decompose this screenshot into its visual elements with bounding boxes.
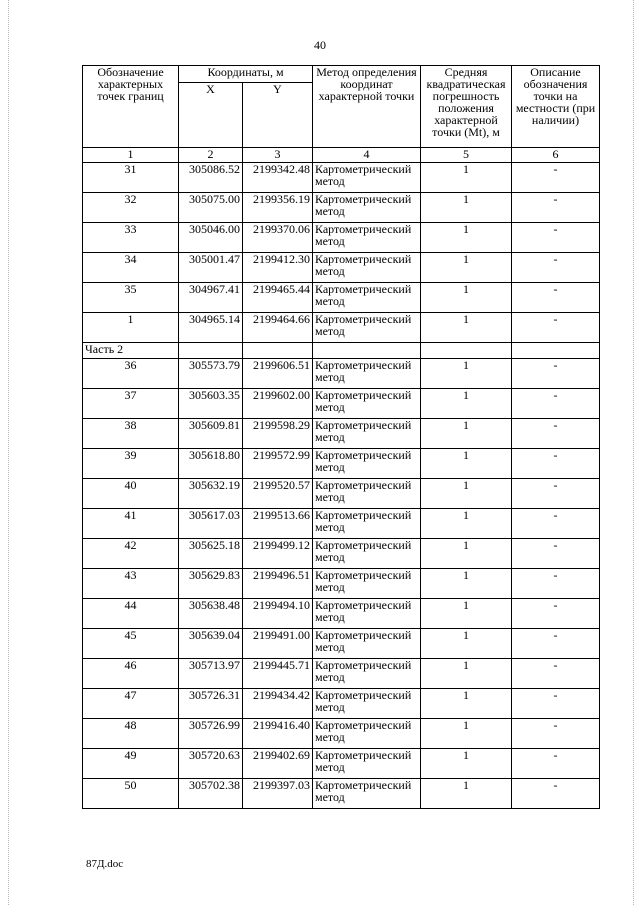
cell-x: 305046.00 xyxy=(179,223,243,253)
header-coords: Координаты, м xyxy=(179,66,313,83)
cell-x: 305609.81 xyxy=(179,419,243,449)
cell-error: 1 xyxy=(421,539,512,569)
header-row-top xyxy=(83,66,600,83)
cell-method: Картометрический метод xyxy=(313,659,421,689)
cell-method: Картометрический метод xyxy=(313,539,421,569)
cell-method: Картометрический метод xyxy=(313,629,421,659)
cell-y: 2199572.99 xyxy=(243,449,313,479)
cell-point: 39 xyxy=(83,449,179,479)
cell-error: 1 xyxy=(421,599,512,629)
cell-error: 1 xyxy=(421,359,512,389)
cell-description: - xyxy=(512,479,600,509)
empty-cell xyxy=(243,343,313,359)
cell-x: 305702.38 xyxy=(179,779,243,809)
cell-description: - xyxy=(512,419,600,449)
cell-y: 2199602.00 xyxy=(243,389,313,419)
header-description: Описание обозначения точки на местности (при наличии) xyxy=(512,66,600,148)
cell-x: 305075.00 xyxy=(179,193,243,223)
cell-error: 1 xyxy=(421,223,512,253)
cell-error: 1 xyxy=(421,509,512,539)
cell-error: 1 xyxy=(421,659,512,689)
cell-method: Картометрический метод xyxy=(313,223,421,253)
cell-y: 2199520.57 xyxy=(243,479,313,509)
header-error: Средняя квадратическая погрешность положения характерной точки (Mt), м xyxy=(421,66,512,148)
cell-description: - xyxy=(512,163,600,193)
header-x: X xyxy=(179,83,243,148)
cell-point: 49 xyxy=(83,749,179,779)
cell-description: - xyxy=(512,313,600,343)
cell-x: 305726.99 xyxy=(179,719,243,749)
cell-point: 48 xyxy=(83,719,179,749)
cell-point: 36 xyxy=(83,359,179,389)
header-y: Y xyxy=(243,83,313,148)
table-row xyxy=(83,449,600,479)
page-number: 40 xyxy=(314,38,326,52)
cell-description: - xyxy=(512,283,600,313)
cell-method: Картометрический метод xyxy=(313,163,421,193)
cell-x: 305632.19 xyxy=(179,479,243,509)
table-row xyxy=(83,419,600,449)
part-separator-row xyxy=(83,343,600,359)
cell-point: 45 xyxy=(83,629,179,659)
cell-description: - xyxy=(512,193,600,223)
empty-cell xyxy=(421,343,512,359)
cell-error: 1 xyxy=(421,629,512,659)
column-number: 4 xyxy=(313,148,421,163)
cell-description: - xyxy=(512,359,600,389)
column-number: 2 xyxy=(179,148,243,163)
cell-point: 47 xyxy=(83,689,179,719)
cell-point: 32 xyxy=(83,193,179,223)
cell-y: 2199491.00 xyxy=(243,629,313,659)
cell-point: 42 xyxy=(83,539,179,569)
cell-y: 2199412.30 xyxy=(243,253,313,283)
cell-description: - xyxy=(512,569,600,599)
cell-y: 2199397.03 xyxy=(243,779,313,809)
cell-description: - xyxy=(512,629,600,659)
cell-description: - xyxy=(512,659,600,689)
cell-method: Картометрический метод xyxy=(313,749,421,779)
header-method: Метод определения координат характерной точки xyxy=(313,66,421,148)
cell-error: 1 xyxy=(421,313,512,343)
cell-point: 31 xyxy=(83,163,179,193)
table-row xyxy=(83,539,600,569)
cell-x: 305625.18 xyxy=(179,539,243,569)
cell-y: 2199342.48 xyxy=(243,163,313,193)
cell-x: 304965.14 xyxy=(179,313,243,343)
cell-method: Картометрический метод xyxy=(313,283,421,313)
cell-point: 35 xyxy=(83,283,179,313)
cell-x: 305638.48 xyxy=(179,599,243,629)
cell-description: - xyxy=(512,509,600,539)
coordinates-table xyxy=(82,65,600,809)
table-row xyxy=(83,719,600,749)
scan-edge-right xyxy=(633,0,634,905)
cell-y: 2199494.10 xyxy=(243,599,313,629)
cell-x: 305713.97 xyxy=(179,659,243,689)
cell-point: 38 xyxy=(83,419,179,449)
cell-method: Картометрический метод xyxy=(313,193,421,223)
cell-error: 1 xyxy=(421,779,512,809)
footer-filename: 87Д.doc xyxy=(86,858,124,870)
cell-x: 305086.52 xyxy=(179,163,243,193)
cell-description: - xyxy=(512,449,600,479)
table-row xyxy=(83,479,600,509)
cell-y: 2199356.19 xyxy=(243,193,313,223)
cell-point: 34 xyxy=(83,253,179,283)
cell-error: 1 xyxy=(421,193,512,223)
table-row xyxy=(83,193,600,223)
cell-y: 2199445.71 xyxy=(243,659,313,689)
empty-cell xyxy=(313,343,421,359)
cell-description: - xyxy=(512,223,600,253)
cell-x: 305617.03 xyxy=(179,509,243,539)
cell-description: - xyxy=(512,779,600,809)
cell-y: 2199416.40 xyxy=(243,719,313,749)
cell-error: 1 xyxy=(421,689,512,719)
cell-description: - xyxy=(512,689,600,719)
cell-point: 1 xyxy=(83,313,179,343)
table-row xyxy=(83,283,600,313)
table-row xyxy=(83,629,600,659)
cell-x: 305726.31 xyxy=(179,689,243,719)
cell-error: 1 xyxy=(421,253,512,283)
cell-description: - xyxy=(512,599,600,629)
cell-method: Картометрический метод xyxy=(313,599,421,629)
part-label: Часть 2 xyxy=(83,343,179,359)
cell-error: 1 xyxy=(421,389,512,419)
header-point: Обозначение характерных точек границ xyxy=(83,66,179,148)
cell-y: 2199598.29 xyxy=(243,419,313,449)
cell-method: Картометрический метод xyxy=(313,313,421,343)
cell-y: 2199370.06 xyxy=(243,223,313,253)
cell-method: Картометрический метод xyxy=(313,569,421,599)
scan-edge-left xyxy=(8,0,9,905)
cell-y: 2199499.12 xyxy=(243,539,313,569)
cell-method: Картометрический метод xyxy=(313,509,421,539)
cell-y: 2199464.66 xyxy=(243,313,313,343)
cell-point: 43 xyxy=(83,569,179,599)
cell-method: Картометрический метод xyxy=(313,449,421,479)
cell-error: 1 xyxy=(421,749,512,779)
cell-x: 305639.04 xyxy=(179,629,243,659)
cell-description: - xyxy=(512,389,600,419)
cell-error: 1 xyxy=(421,163,512,193)
column-number: 3 xyxy=(243,148,313,163)
column-number: 1 xyxy=(83,148,179,163)
cell-x: 305001.47 xyxy=(179,253,243,283)
table-row xyxy=(83,599,600,629)
cell-description: - xyxy=(512,253,600,283)
cell-x: 305720.63 xyxy=(179,749,243,779)
cell-method: Картометрический метод xyxy=(313,479,421,509)
cell-error: 1 xyxy=(421,283,512,313)
cell-error: 1 xyxy=(421,419,512,449)
cell-method: Картометрический метод xyxy=(313,253,421,283)
cell-y: 2199465.44 xyxy=(243,283,313,313)
cell-error: 1 xyxy=(421,719,512,749)
cell-method: Картометрический метод xyxy=(313,389,421,419)
cell-method: Картометрический метод xyxy=(313,779,421,809)
cell-error: 1 xyxy=(421,569,512,599)
cell-point: 37 xyxy=(83,389,179,419)
table-row xyxy=(83,223,600,253)
table-row xyxy=(83,359,600,389)
table-row xyxy=(83,313,600,343)
empty-cell xyxy=(179,343,243,359)
cell-y: 2199513.66 xyxy=(243,509,313,539)
table-row xyxy=(83,749,600,779)
table-row xyxy=(83,253,600,283)
cell-x: 305603.35 xyxy=(179,389,243,419)
table-row xyxy=(83,779,600,809)
cell-point: 46 xyxy=(83,659,179,689)
table-body xyxy=(83,66,600,809)
cell-description: - xyxy=(512,719,600,749)
cell-point: 44 xyxy=(83,599,179,629)
cell-method: Картометрический метод xyxy=(313,419,421,449)
cell-method: Картометрический метод xyxy=(313,719,421,749)
table-row xyxy=(83,163,600,193)
cell-x: 304967.41 xyxy=(179,283,243,313)
cell-point: 40 xyxy=(83,479,179,509)
cell-error: 1 xyxy=(421,479,512,509)
column-numbering-row xyxy=(83,148,600,163)
cell-description: - xyxy=(512,749,600,779)
table-row xyxy=(83,569,600,599)
cell-point: 33 xyxy=(83,223,179,253)
table-row xyxy=(83,659,600,689)
cell-description: - xyxy=(512,539,600,569)
cell-method: Картометрический метод xyxy=(313,359,421,389)
cell-x: 305573.79 xyxy=(179,359,243,389)
cell-point: 41 xyxy=(83,509,179,539)
cell-y: 2199606.51 xyxy=(243,359,313,389)
table-row xyxy=(83,689,600,719)
cell-y: 2199434.42 xyxy=(243,689,313,719)
cell-method: Картометрический метод xyxy=(313,689,421,719)
cell-error: 1 xyxy=(421,449,512,479)
cell-y: 2199496.51 xyxy=(243,569,313,599)
cell-y: 2199402.69 xyxy=(243,749,313,779)
cell-x: 305618.80 xyxy=(179,449,243,479)
cell-point: 50 xyxy=(83,779,179,809)
column-number: 5 xyxy=(421,148,512,163)
table-row xyxy=(83,389,600,419)
table-row xyxy=(83,509,600,539)
column-number: 6 xyxy=(512,148,600,163)
empty-cell xyxy=(512,343,600,359)
cell-x: 305629.83 xyxy=(179,569,243,599)
